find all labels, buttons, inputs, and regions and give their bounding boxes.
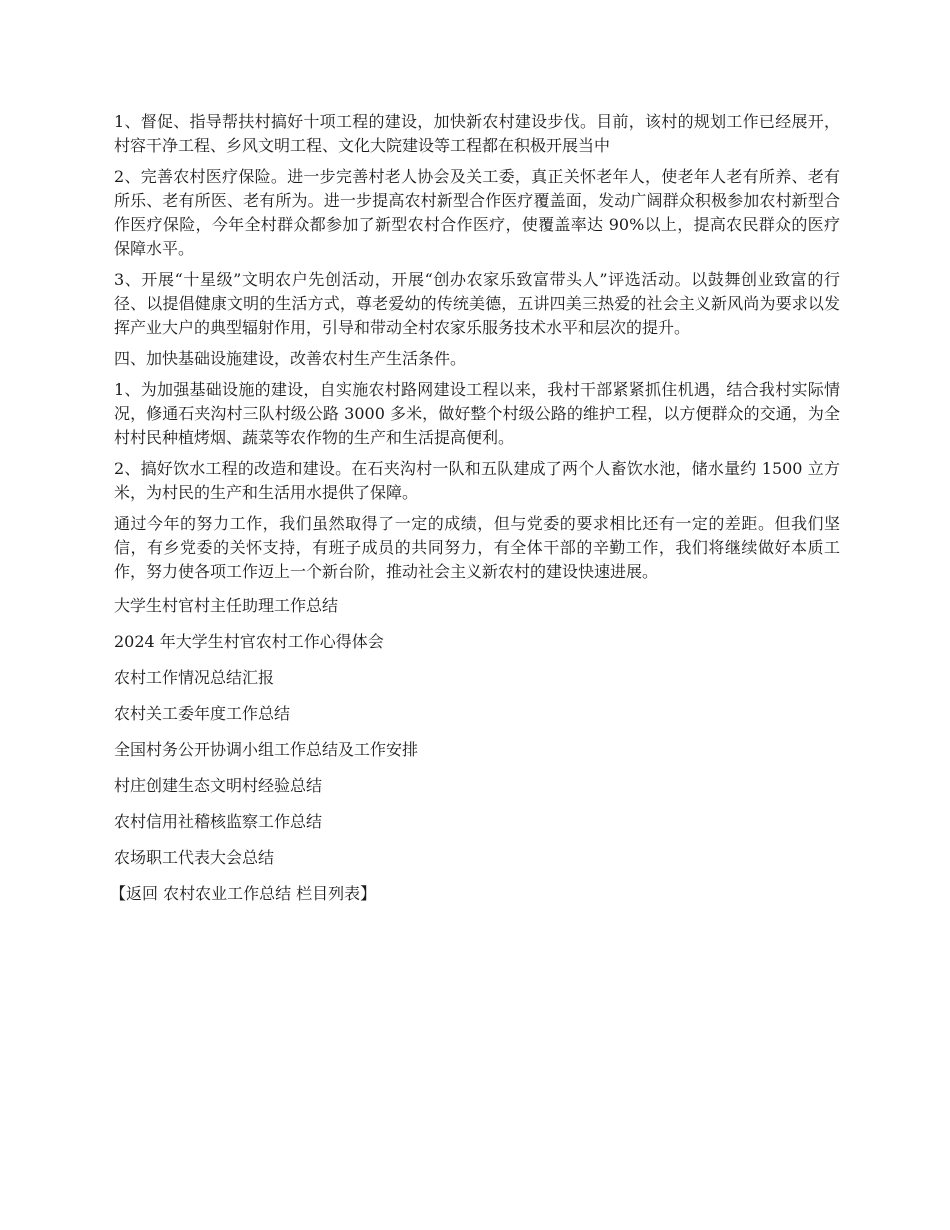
related-link[interactable]: 2024 年大学生村官农村工作心得体会 [114, 632, 384, 651]
related-link[interactable]: 农村工作情况总结汇报 [114, 668, 275, 687]
related-link[interactable]: 全国村务公开协调小组工作总结及工作安排 [114, 740, 419, 759]
related-link[interactable]: 农村信用社稽核监察工作总结 [114, 812, 323, 831]
related-link[interactable]: 村庄创建生态文明村经验总结 [114, 776, 323, 795]
related-link[interactable]: 农场职工代表大会总结 [114, 848, 275, 867]
paragraph: 通过今年的努力工作，我们虽然取得了一定的成绩，但与党委的要求相比还有一定的差距。但我们坚信，有乡党委的关怀支持，有班子成员的共同努力，有全体干部的辛勤工作，我们将继续做好本质工作，努力使各项工作迈上一个新台阶，推动社会主义新农村的建设快速进展。 [114, 514, 840, 581]
paragraph: 1、督促、指导帮扶村搞好十项工程的建设，加快新农村建设步伐。目前，该村的规划工作已经展开，村容干净工程、乡风文明工程、文化大院建设等工程都在积极开展当中 [114, 112, 840, 155]
related-link[interactable]: 大学生村官村主任助理工作总结 [114, 596, 339, 615]
document-body [110, 110, 840, 906]
paragraph: 2、完善农村医疗保险。进一步完善村老人协会及关工委，真正关怀老年人，使老年人老有所养、老有所乐、老有所医、老有所为。进一步提高农村新型合作医疗覆盖面，发动广阔群众积极参加农村新型合作医疗保险，今年全村群众都参加了新型农村合作医疗，使覆盖率达 90%以上，提高农民群众的医疗保障水平。 [114, 167, 840, 258]
back-to-category-link[interactable]: 【返回 农村农业工作总结 栏目列表】 [110, 884, 377, 903]
paragraph: 2、搞好饮水工程的改造和建设。在石夹沟村一队和五队建成了两个人畜饮水池，储水量约 1500 立方米，为村民的生产和生活用水提供了保障。 [114, 459, 840, 502]
paragraph: 3、开展“十星级”文明农户先创活动，开展“创办农家乐致富带头人”评选活动。以鼓舞创业致富的行径、以提倡健康文明的生活方式，尊老爱幼的传统美德，五讲四美三热爱的社会主义新风尚为要求以发挥产业大户的典型辐射作用，引导和带动全村农家乐服务技术水平和层次的提升。 [114, 270, 840, 337]
related-link[interactable]: 农村关工委年度工作总结 [114, 704, 291, 723]
related-links-list [110, 594, 840, 906]
paragraph: 1、为加强基础设施的建设，自实施农村路网建设工程以来，我村干部紧紧抓住机遇，结合我村实际情况，修通石夹沟村三队村级公路 3000 多米，做好整个村级公路的维护工程，以方便群众的交通，为全村村民种植烤烟、蔬菜等农作物的生产和生活提高便利。 [114, 380, 840, 447]
section-heading: 四、加快基础设施建设，改善农村生产生活条件。 [114, 349, 467, 368]
